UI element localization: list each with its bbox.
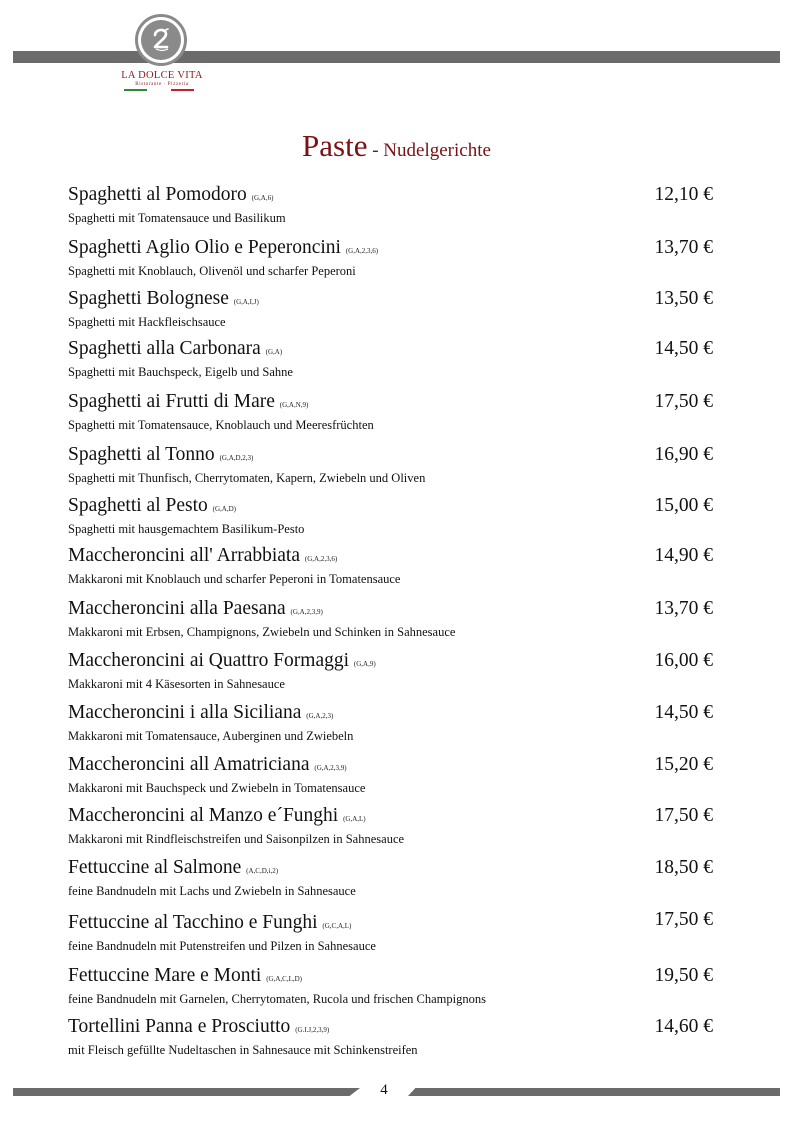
item-name: Fettuccine al Tacchino e Funghi (68, 912, 318, 933)
item-description: Spaghetti mit hausgemachtem Basilikum-Pesto (68, 522, 305, 536)
menu-item (68, 338, 713, 380)
item-allergens: (G,C,A,L) (322, 922, 352, 930)
item-name-line (68, 650, 713, 675)
item-name-line (68, 1016, 713, 1041)
item-price: 13,70 € (654, 237, 713, 258)
swan-2-icon (141, 20, 181, 60)
item-name: Spaghetti Aglio Olio e Peperoncini (68, 237, 341, 258)
menu-item (68, 391, 713, 433)
item-allergens: (G,A,6) (251, 194, 274, 202)
item-name: Maccheroncini all Amatriciana (68, 754, 310, 775)
item-description: feine Bandnudeln mit Putenstreifen und Pilzen in Sahnesauce (68, 939, 376, 953)
flag-white (147, 89, 170, 91)
item-allergens: (G,A,2,3,6) (304, 555, 338, 563)
item-name: Spaghetti Bolognese (68, 288, 229, 309)
item-name: Maccheroncini ai Quattro Formaggi (68, 650, 350, 671)
item-name: Spaghetti alla Carbonara (68, 338, 261, 359)
item-name-line (68, 338, 713, 363)
header-bar (13, 51, 780, 63)
item-name-line (68, 598, 713, 623)
menu-item (68, 237, 713, 279)
title-main: Paste (302, 128, 368, 163)
item-name: Spaghetti al Pesto (68, 495, 208, 516)
item-name: Spaghetti ai Frutti di Mare (68, 391, 275, 412)
item-allergens: (G.I.J,2,3,9) (295, 1026, 330, 1034)
item-price: 17,50 € (654, 909, 713, 930)
item-description: Spaghetti mit Thunfisch, Cherrytomaten, Kapern, Zwiebeln und Oliven (68, 471, 426, 485)
item-price: 13,70 € (654, 598, 713, 619)
item-price: 18,50 € (654, 857, 713, 878)
item-price: 17,50 € (654, 805, 713, 826)
item-allergens: (G,A,D) (212, 505, 236, 513)
item-price: 16,00 € (654, 650, 713, 671)
item-description: feine Bandnudeln mit Lachs und Zwiebeln in Sahnesauce (68, 884, 356, 898)
item-allergens: (G,A,2,3) (306, 712, 334, 720)
item-description: feine Bandnudeln mit Garnelen, Cherrytomaten, Rucola und frischen Champignons (68, 992, 486, 1006)
item-name: Maccheroncini alla Paesana (68, 598, 286, 619)
item-allergens: (G,A,D,2,3) (219, 454, 254, 462)
item-allergens: (G,A,L) (343, 815, 366, 823)
flag-red (171, 89, 194, 91)
title-sub: - Nudelgerichte (367, 140, 491, 161)
item-name: Fettuccine Mare e Monti (68, 965, 262, 986)
menu-item (68, 598, 713, 640)
brand-name: LA DOLCE VITA (121, 70, 203, 81)
menu-item (68, 650, 713, 692)
item-allergens: (G,A,2,3,6) (345, 247, 379, 255)
item-name: Spaghetti al Pomodoro (68, 184, 247, 205)
menu-item (68, 857, 713, 899)
page-number: 4 (380, 1082, 388, 1098)
item-name-line (68, 391, 713, 416)
footer-bar-left (13, 1088, 360, 1096)
item-allergens: (G,A,9) (353, 660, 376, 668)
italian-flag-stripe (124, 89, 194, 91)
item-description: Spaghetti mit Knoblauch, Olivenöl und scharfer Peperoni (68, 264, 356, 278)
menu-item (68, 495, 713, 537)
item-name-line (68, 237, 713, 262)
item-description: Makkaroni mit 4 Käsesorten in Sahnesauce (68, 677, 285, 691)
item-name-line (68, 702, 713, 727)
menu-item (68, 184, 713, 226)
item-name-line (68, 805, 713, 830)
item-name-line (68, 184, 713, 209)
flag-green (124, 89, 147, 91)
item-name: Maccheroncini al Manzo e´Funghi (68, 805, 339, 826)
menu-item (68, 754, 713, 796)
item-price: 15,00 € (654, 495, 713, 516)
item-name: Maccheroncini i alla Siciliana (68, 702, 302, 723)
item-allergens: (G,A,N,9) (279, 401, 309, 409)
item-allergens: (G,A,C,L,D) (266, 975, 302, 983)
item-allergens: (G,A,I,J) (233, 298, 259, 306)
item-description: mit Fleisch gefüllte Nudeltaschen in Sahnesauce mit Schinkenstreifen (68, 1043, 418, 1057)
item-price: 13,50 € (654, 288, 713, 309)
item-allergens: (A,C,D,i,2) (246, 867, 279, 875)
item-price: 14,50 € (654, 338, 713, 359)
item-description: Makkaroni mit Rindfleischstreifen und Saisonpilzen in Sahnesauce (68, 832, 405, 846)
item-description: Spaghetti mit Bauchspeck, Eigelb und Sahne (68, 365, 293, 379)
menu-item (68, 1016, 713, 1058)
item-name-line (68, 965, 713, 990)
item-name: Maccheroncini all' Arrabbiata (68, 545, 300, 566)
item-description: Spaghetti mit Hackfleischsauce (68, 315, 226, 329)
menu-item (68, 702, 713, 744)
item-name-line (68, 545, 713, 570)
item-allergens: (G,A) (265, 348, 283, 356)
item-name-line (68, 754, 713, 779)
item-price: 15,20 € (654, 754, 713, 775)
item-price: 14,60 € (654, 1016, 713, 1037)
item-name-line (68, 857, 713, 882)
item-price: 14,50 € (654, 702, 713, 723)
item-price: 19,50 € (654, 965, 713, 986)
item-allergens: (G,A,2,3,9) (314, 764, 347, 772)
menu-item (68, 909, 713, 954)
menu-item (68, 288, 713, 330)
item-name-line (68, 444, 713, 469)
menu-item (68, 545, 713, 587)
menu-item (68, 805, 713, 847)
item-price: 17,50 € (654, 391, 713, 412)
item-description: Spaghetti mit Tomatensauce und Basilikum (68, 211, 286, 225)
item-price: 12,10 € (654, 184, 713, 205)
item-description: Makkaroni mit Bauchspeck und Zwiebeln in Tomatensauce (68, 781, 366, 795)
item-description: Spaghetti mit Tomatensauce, Knoblauch und Meeresfrüchten (68, 418, 374, 432)
footer-bar-right (408, 1088, 780, 1096)
item-description: Makkaroni mit Tomatensauce, Auberginen und Zwiebeln (68, 729, 354, 743)
item-name-line (68, 495, 713, 520)
brand-tagline: Ristorante · Pizzeria (135, 82, 189, 87)
item-name: Tortellini Panna e Prosciutto (68, 1016, 291, 1037)
menu-item (68, 444, 713, 486)
page-title (0, 128, 793, 164)
logo (135, 14, 187, 66)
item-description: Makkaroni mit Knoblauch und scharfer Peperoni in Tomatensauce (68, 572, 401, 586)
item-price: 16,90 € (654, 444, 713, 465)
item-allergens: (G,A,2,3,9) (290, 608, 323, 616)
item-name-line (68, 288, 713, 313)
item-name: Fettuccine al Salmone (68, 857, 242, 878)
item-name: Spaghetti al Tonno (68, 444, 215, 465)
menu-item (68, 965, 713, 1007)
item-description: Makkaroni mit Erbsen, Champignons, Zwiebeln und Schinken in Sahnesauce (68, 625, 456, 639)
item-price: 14,90 € (654, 545, 713, 566)
item-name-line (68, 912, 713, 937)
